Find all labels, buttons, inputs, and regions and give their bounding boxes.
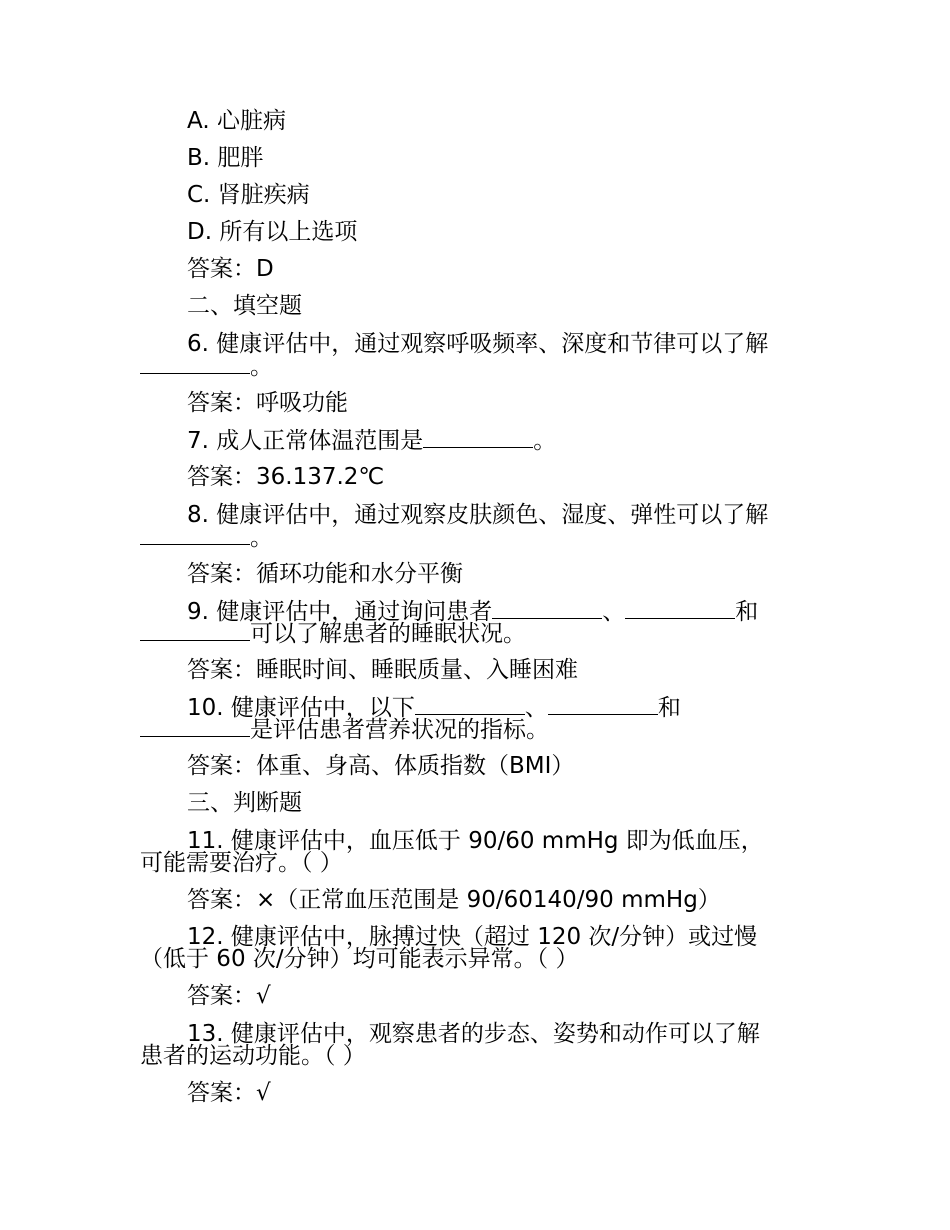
q11-answer: 答案：×（正常血压范围是 90/60140/90 mmHg） bbox=[187, 887, 721, 913]
q6-question: 6. 健康评估中，通过观察呼吸频率、深度和节律可以了解 bbox=[187, 331, 769, 357]
q11-question-line2: 可能需要治疗。（ ） bbox=[140, 850, 343, 876]
q10-answer: 答案：体重、身高、体质指数（BMI） bbox=[187, 753, 575, 779]
q6-blank bbox=[140, 351, 250, 374]
q9-and: 和 bbox=[735, 599, 759, 625]
q6-answer: 答案：呼吸功能 bbox=[187, 390, 348, 416]
q12-question-line2: （低于 60 次/分钟）均可能表示异常。（ ） bbox=[140, 946, 579, 972]
q13-question-line1: 13. 健康评估中，观察患者的步态、姿势和动作可以了解 bbox=[187, 1021, 760, 1047]
q10-text: 10. 健康评估中，以下 bbox=[187, 695, 415, 721]
q8-blank bbox=[140, 522, 250, 545]
q9-blank-2 bbox=[625, 596, 735, 619]
q8-question: 8. 健康评估中，通过观察皮肤颜色、湿度、弹性可以了解 bbox=[187, 502, 769, 528]
q6-tail: 。 bbox=[250, 354, 273, 380]
option-a: A. 心脏病 bbox=[187, 108, 286, 134]
q5-answer: 答案：D bbox=[187, 256, 274, 282]
option-c: C. 肾脏疾病 bbox=[187, 182, 310, 208]
q7-tail: 。 bbox=[533, 428, 557, 454]
q9-blank-1 bbox=[492, 596, 602, 619]
q7-answer: 答案：36.137.2℃ bbox=[187, 464, 385, 490]
q9-answer: 答案：睡眠时间、睡眠质量、入睡困难 bbox=[187, 657, 578, 683]
q9-text: 9. 健康评估中，通过询问患者 bbox=[187, 599, 493, 625]
q12-question-line1: 12. 健康评估中，脉搏过快（超过 120 次/分钟）或过慢 bbox=[187, 924, 758, 950]
q10-blank-2 bbox=[548, 692, 658, 715]
q7-text: 7. 成人正常体温范围是 bbox=[187, 428, 424, 454]
q9-sep: 、 bbox=[602, 599, 626, 625]
q8-blank-line bbox=[140, 522, 273, 553]
q10-tail: 是评估患者营养状况的指标。 bbox=[250, 717, 549, 743]
q7-question bbox=[187, 425, 556, 456]
option-d: D. 所有以上选项 bbox=[187, 219, 358, 245]
q10-continuation bbox=[140, 714, 549, 745]
q12-answer: 答案：√ bbox=[187, 983, 271, 1009]
q10-blank-1 bbox=[415, 692, 525, 715]
q9-tail: 可以了解患者的睡眠状况。 bbox=[250, 621, 526, 647]
q13-question-line2: 患者的运动功能。（ ） bbox=[140, 1043, 366, 1069]
q9-continuation bbox=[140, 618, 526, 649]
q13-answer: 答案：√ bbox=[187, 1080, 271, 1106]
q10-sep: 、 bbox=[524, 695, 548, 721]
section-true-false-title: 三、判断题 bbox=[187, 790, 302, 816]
q8-answer: 答案：循环功能和水分平衡 bbox=[187, 561, 463, 587]
q11-question-line1: 11. 健康评估中，血压低于 90/60 mmHg 即为低血压， bbox=[187, 828, 764, 854]
q6-blank-line bbox=[140, 351, 273, 382]
q8-tail: 。 bbox=[250, 525, 273, 551]
section-fill-in-title: 二、填空题 bbox=[187, 293, 302, 319]
q9-blank-3 bbox=[140, 618, 250, 641]
q10-and: 和 bbox=[657, 695, 681, 721]
option-b: B. 肥胖 bbox=[187, 145, 264, 171]
q10-blank-3 bbox=[140, 714, 250, 737]
q7-blank bbox=[423, 425, 533, 448]
